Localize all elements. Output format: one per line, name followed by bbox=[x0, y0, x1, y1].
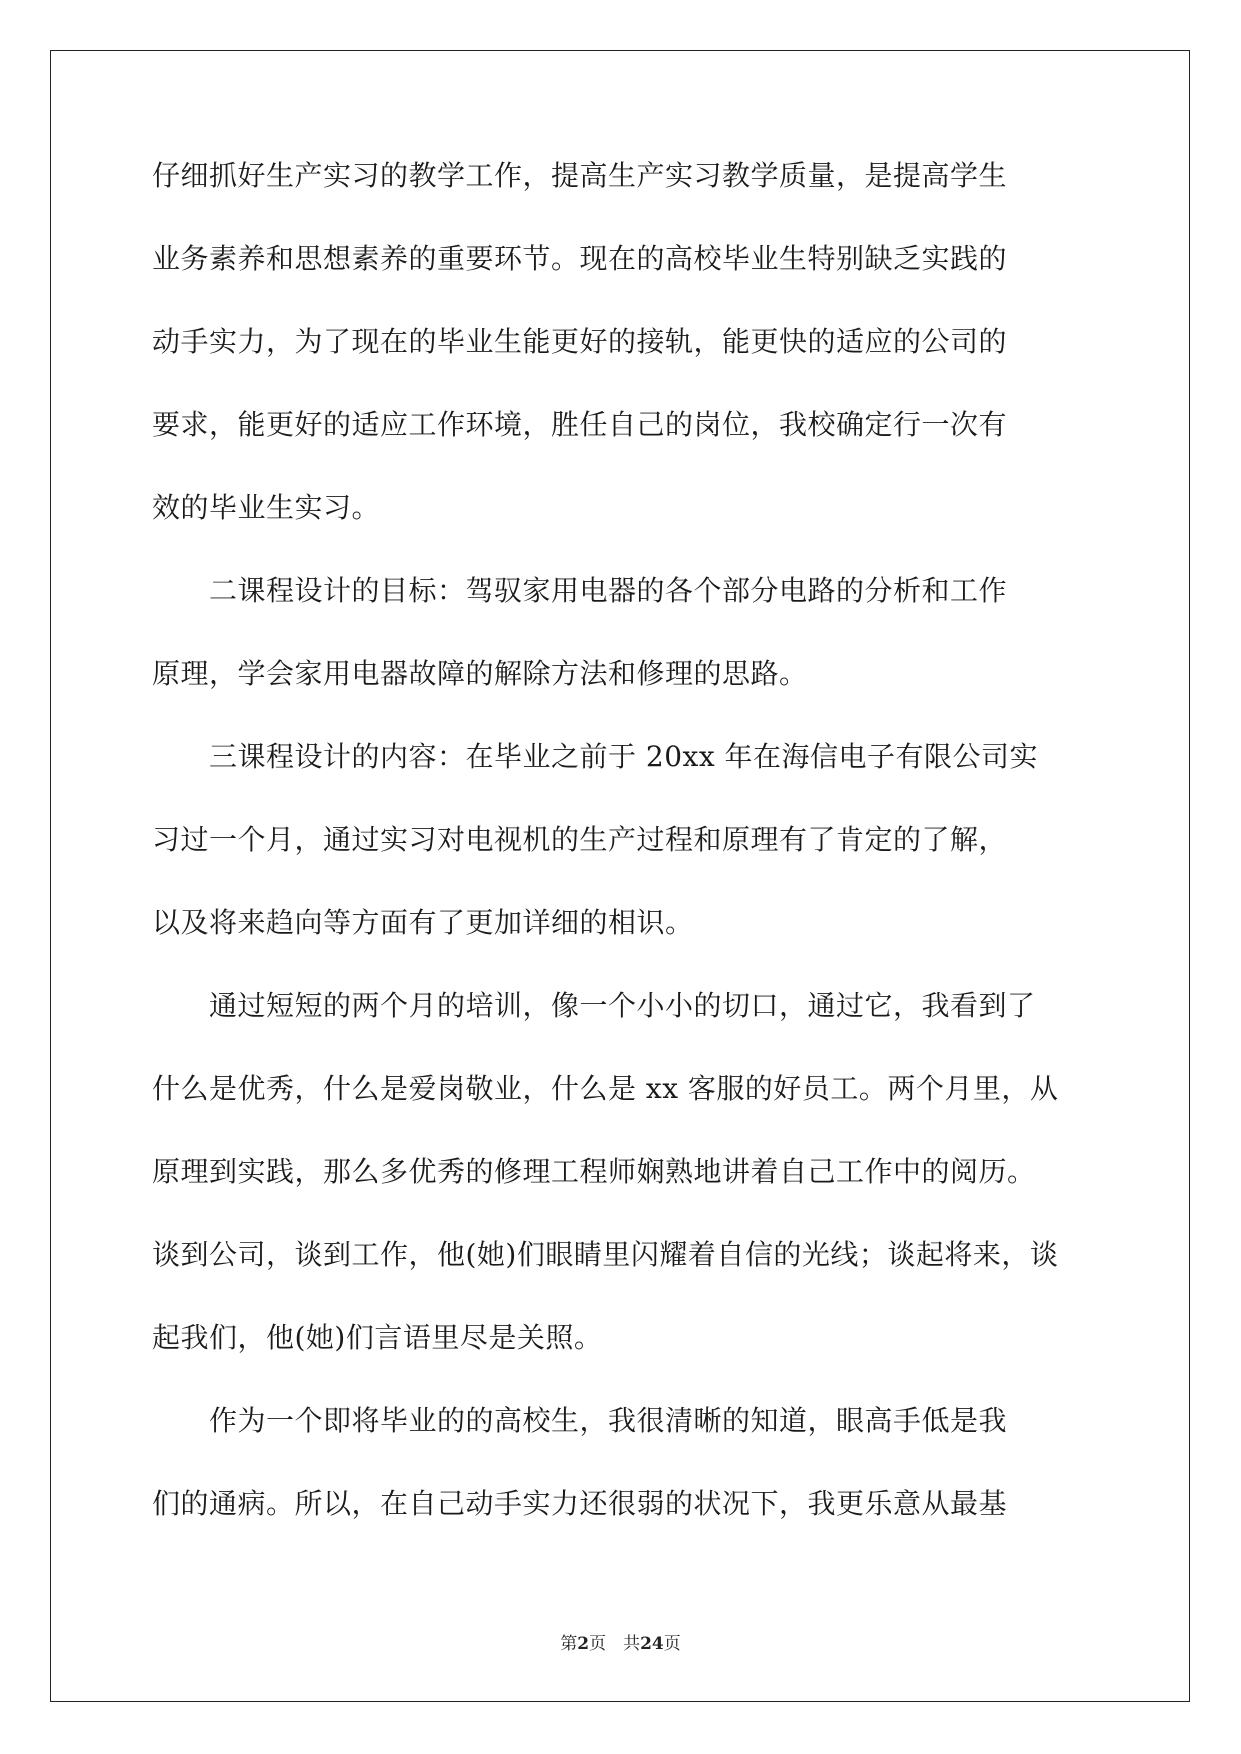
text-line: 原理到实践，那么多优秀的修理工程师娴熟地讲着自己工作中的阅历。 bbox=[152, 1155, 1036, 1188]
page-number: 2 bbox=[577, 1634, 590, 1654]
total-pages: 24 bbox=[640, 1634, 664, 1654]
text-line: 以及将来趋向等方面有了更加详细的相识。 bbox=[152, 906, 694, 939]
text-line: 作为一个即将毕业的的高校生，我很清晰的知道，眼高手低是我 bbox=[152, 1404, 1008, 1437]
text-line: 仔细抓好生产实习的教学工作，提高生产实习教学质量，是提高学生 bbox=[152, 159, 1008, 192]
text-line: 三课程设计的内容：在毕业之前于 20xx 年在海信电子有限公司实 bbox=[152, 740, 1039, 773]
document-body bbox=[152, 158, 1102, 1569]
text-line: 起我们，他(她)们言语里尽是关照。 bbox=[152, 1321, 603, 1354]
text-line: 业务素养和思想素养的重要环节。现在的高校毕业生特别缺乏实践的 bbox=[152, 242, 1008, 275]
text-line: 习过一个月，通过实习对电视机的生产过程和原理有了肯定的了解， bbox=[152, 823, 1008, 856]
text-line: 二课程设计的目标：驾驭家用电器的各个部分电路的分析和工作 bbox=[152, 574, 1008, 607]
text-line: 效的毕业生实习。 bbox=[152, 491, 381, 524]
text-line: 们的通病。所以，在自己动手实力还很弱的状况下，我更乐意从最基 bbox=[152, 1487, 1008, 1520]
text-line: 原理，学会家用电器故障的解除方法和修理的思路。 bbox=[152, 657, 808, 690]
text-line: 动手实力，为了现在的毕业生能更好的接轨，能更快的适应的公司的 bbox=[152, 325, 1008, 358]
text-line: 通过短短的两个月的培训，像一个小小的切口，通过它，我看到了 bbox=[152, 989, 1036, 1022]
footer-prefix: 第 bbox=[560, 1634, 578, 1654]
footer-page-suffix: 页 bbox=[589, 1634, 607, 1654]
page-footer bbox=[0, 1629, 1241, 1654]
text-line: 要求，能更好的适应工作环境，胜任自己的岗位，我校确定行一次有 bbox=[152, 408, 1008, 441]
text-line: 谈到公司，谈到工作，他(她)们眼睛里闪耀着自信的光线；谈起将来，谈 bbox=[152, 1238, 1059, 1271]
footer-total-prefix: 共 bbox=[623, 1634, 641, 1654]
footer-total-suffix: 页 bbox=[663, 1634, 681, 1654]
text-line: 什么是优秀，什么是爱岗敬业，什么是 xx 客服的好员工。两个月里，从 bbox=[152, 1072, 1059, 1105]
